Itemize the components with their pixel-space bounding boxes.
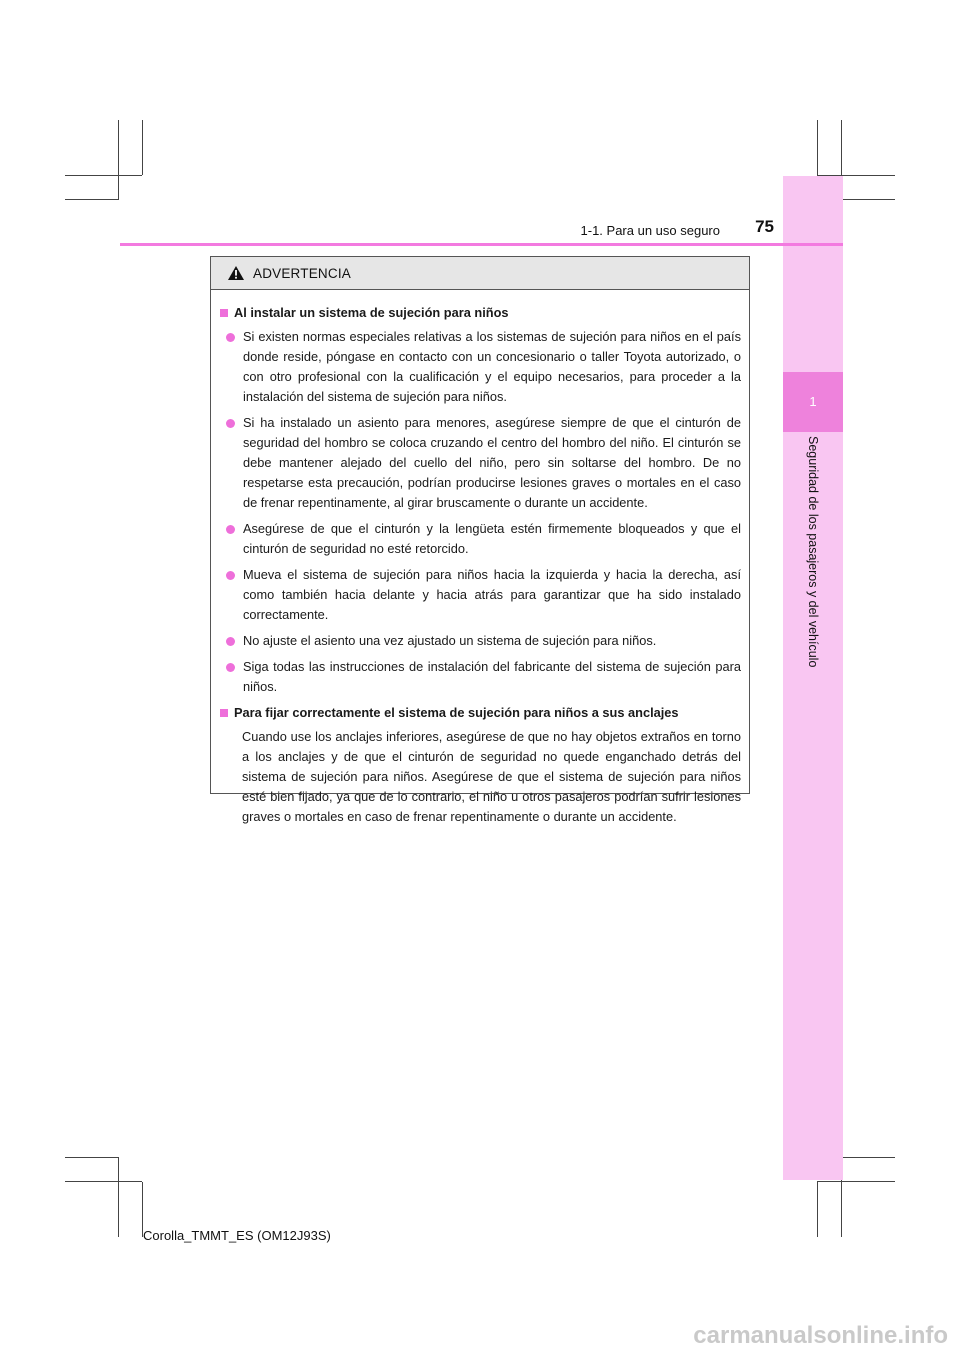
warning-box	[210, 256, 750, 824]
list-item	[226, 327, 741, 407]
list-item-text: Mueva el sistema de sujeción para niños hacia la izquierda y hacia la derecha, así como también hacia delante y hacia atrás para garantizar que ha sido instalado correctamente.	[243, 567, 741, 622]
topic-paragraph: Cuando use los anclajes inferiores, asegúrese de que no hay objetos extraños en torno a los anclajes y de que el cinturón de seguridad no quede enganchado detrás del sistema de sujeción para niños. Asegúrese de que el sistema de sujeción para niños esté bien fijado, ya que de lo contrario, el niño u otros pasajeros podrían sufrir lesiones graves o mortales en caso de frenar repentinamente o durante un accidente.	[242, 729, 741, 824]
list-item-text: No ajuste el asiento una vez ajustado un sistema de sujeción para niños.	[243, 633, 657, 648]
crop-mark	[118, 1157, 119, 1237]
list-item	[226, 657, 741, 697]
chapter-title: Seguridad de los pasajeros y del vehículo	[806, 436, 820, 668]
list-item-text: Asegúrese de que el cinturón y la lengüeta estén firmemente bloqueados y que el cinturón de seguridad no esté retorcido.	[243, 521, 741, 556]
warning-header	[211, 257, 749, 290]
list-item-text: Si existen normas especiales relativas a los sistemas de sujeción para niños en el país donde reside, póngase en contacto con un concesionario o taller Toyota autorizado, o con otro profesional con la cualificación y el equipo necesarios, para proceder a la instalación del sistema de sujeción para niños.	[243, 329, 741, 404]
topic-heading-text: Al instalar un sistema de sujeción para niños	[234, 305, 509, 320]
square-bullet-icon	[220, 709, 228, 717]
document-code: Corolla_TMMT_ES (OM12J93S)	[143, 1228, 331, 1243]
crop-mark	[118, 120, 119, 200]
crop-mark	[142, 120, 143, 175]
crop-mark	[817, 120, 818, 175]
warning-triangle-icon	[227, 265, 245, 281]
chapter-number: 1	[809, 394, 817, 409]
topic-heading	[219, 703, 741, 723]
square-bullet-icon	[220, 309, 228, 317]
topic-heading	[219, 303, 741, 323]
header-rule	[120, 243, 843, 246]
round-bullet-icon	[226, 571, 235, 580]
round-bullet-icon	[226, 525, 235, 534]
list-item-text: Siga todas las instrucciones de instalación del fabricante del sistema de sujeción para niños.	[243, 659, 741, 694]
page-number: 75	[755, 217, 774, 236]
round-bullet-icon	[226, 663, 235, 672]
crop-mark	[65, 199, 118, 200]
section-title: 1-1. Para un uso seguro	[580, 223, 720, 238]
chapter-side-tab	[783, 176, 843, 1180]
warning-title: ADVERTENCIA	[253, 265, 351, 281]
crop-mark	[817, 1182, 818, 1237]
crop-mark	[817, 1181, 895, 1182]
warning-body	[211, 290, 749, 827]
round-bullet-icon	[226, 333, 235, 342]
round-bullet-icon	[226, 637, 235, 646]
list-item	[226, 413, 741, 513]
list-item	[226, 565, 741, 625]
crop-mark	[65, 175, 142, 176]
crop-mark	[65, 1181, 142, 1182]
crop-mark	[65, 1157, 118, 1158]
list-item	[226, 519, 741, 559]
list-item	[226, 631, 741, 651]
crop-mark	[841, 199, 895, 200]
round-bullet-icon	[226, 419, 235, 428]
crop-mark	[841, 1157, 895, 1158]
list-item-text: Si ha instalado un asiento para menores, asegúrese siempre de que el cinturón de seguridad del hombro se coloca cruzando el centro del hombro del niño. El cinturón se debe mantener alejado del cuello del niño, pero sin soltarse del hombro. De no respetarse esta precaución, podrían producirse lesiones graves o mortales en el caso de frenar repentinamente, al girar bruscamente o durante un accidente.	[243, 415, 741, 510]
topic-heading-text: Para fijar correctamente el sistema de sujeción para niños a sus anclajes	[234, 705, 679, 720]
watermark: carmanualsonline.info	[693, 1322, 948, 1349]
